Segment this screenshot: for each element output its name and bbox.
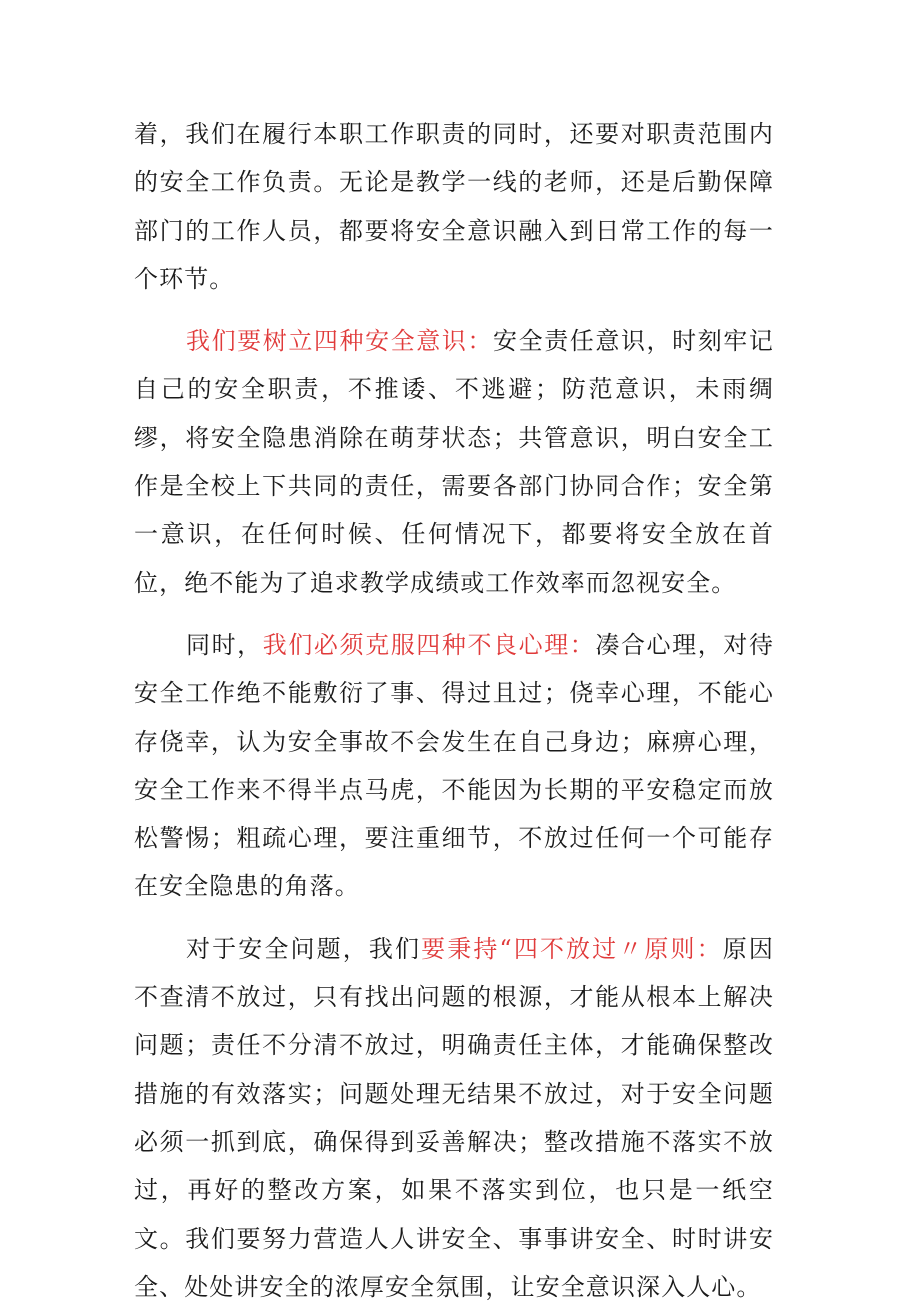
paragraph-1-text: 着，我们在履行本职工作职责的同时，还要对职责范围内的安全工作负责。无论是教学一线的老师，还是后勤保障部门的工作人员，都要将安全意识融入到日常工作的每一个环节。 [134, 120, 774, 293]
paragraph-4-highlight: 要秉持“四不放过〃原则： [421, 934, 723, 963]
paragraph-3 [134, 621, 774, 911]
paragraph-3-highlight: 我们必须克服四种不良心理： [262, 630, 596, 659]
paragraph-2 [134, 317, 774, 607]
paragraph-1 [134, 110, 774, 303]
paragraph-2-highlight: 我们要树立四种安全意识： [186, 327, 494, 356]
paragraph-4-text: 原因不查清不放过，只有找出问题的根源，才能从根本上解决问题；责任不分清不放过，明确责任主体，才能确保整改措施的有效落实；问题处理无结果不放过，对于安全问题必须一抓到底，确保得到妥善解决；整改措施不落实不放过，再好的整改方案，如果不落实到位，也只是一纸空文。我们要努力营造人人讲安全、事事讲安全、时时讲安全、处处讲安全的浓厚安全氛围，让安全意识深入人心。 [134, 934, 775, 1301]
paragraph-4 [134, 925, 774, 1311]
paragraph-3-text: 凑合心理，对待安全工作绝不能敷衍了事、得过且过；侥幸心理，不能心存侥幸，认为安全事故不会发生在自己身边；麻痹心理，安全工作来不得半点马虎，不能因为长期的平安稳定而放松警惕；粗疏心理，要注重细节，不放过任何一个可能存在安全隐患的角落。 [134, 630, 774, 901]
paragraph-2-text: 安全责任意识，时刻牢记自己的安全职责，不推诿、不逃避；防范意识，未雨绸缪，将安全隐患消除在萌芽状态；共管意识，明白安全工作是全校上下共同的责任，需要各部门协同合作；安全第一意识，在任何时候、任何情况下，都要将安全放在首位，绝不能为了追求教学成绩或工作效率而忽视安全。 [134, 327, 774, 597]
paragraph-4-prefix: 对于安全问题，我们 [186, 934, 422, 963]
document-body [134, 110, 774, 1311]
paragraph-3-prefix: 同时， [186, 630, 263, 659]
